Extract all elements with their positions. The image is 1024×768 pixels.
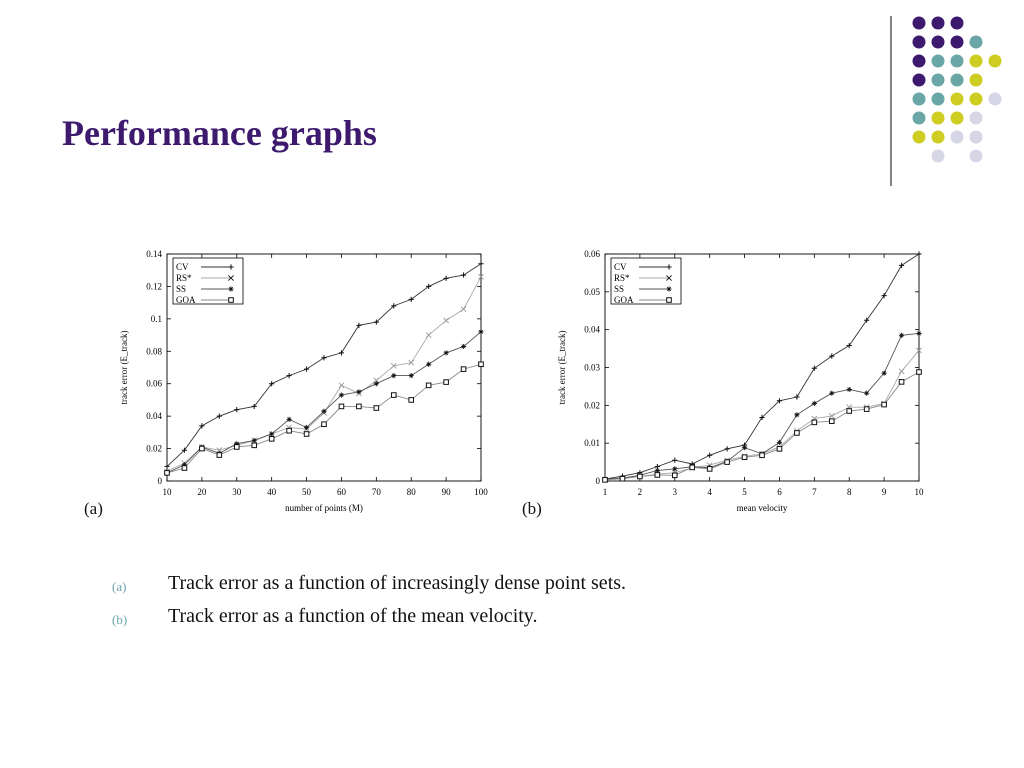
data-point — [461, 307, 466, 312]
data-point — [304, 367, 309, 372]
decor-dot — [951, 74, 964, 87]
x-tick-label: 80 — [406, 487, 416, 497]
data-point — [672, 473, 677, 478]
data-point — [356, 323, 361, 328]
data-point — [829, 419, 834, 424]
decor-dot — [970, 150, 983, 163]
decor-dot — [913, 36, 926, 49]
y-tick-label: 0.14 — [146, 249, 162, 259]
data-point — [339, 350, 344, 355]
data-point — [217, 414, 222, 419]
data-point — [812, 420, 817, 425]
slide-title: Performance graphs — [62, 113, 377, 153]
data-point — [287, 428, 292, 433]
data-point — [638, 474, 643, 479]
decor-dot — [951, 112, 964, 125]
x-tick-label: 60 — [336, 487, 346, 497]
y-axis-label: track error (E_track) — [557, 330, 567, 405]
caption-marker-a: (a) — [112, 579, 127, 594]
legend-marker — [229, 298, 234, 303]
decor-dot — [932, 55, 945, 68]
x-axis-label: mean velocity — [736, 503, 788, 513]
data-point — [690, 465, 695, 470]
y-tick-label: 0 — [157, 476, 162, 486]
panel-label: (b) — [522, 499, 542, 518]
decor-dot — [970, 112, 983, 125]
x-tick-label: 90 — [441, 487, 451, 497]
data-point — [426, 332, 431, 337]
decor-dot — [970, 74, 983, 87]
data-point — [655, 473, 660, 478]
x-tick-label: 10 — [162, 487, 172, 497]
data-point — [444, 318, 449, 323]
data-point — [707, 453, 712, 458]
x-tick-label: 20 — [197, 487, 207, 497]
data-point — [707, 467, 712, 472]
data-point — [812, 366, 817, 371]
data-point — [882, 402, 887, 407]
decor-dot — [932, 150, 945, 163]
y-tick-label: 0.08 — [146, 346, 162, 357]
data-point — [829, 354, 834, 359]
decor-dot — [951, 55, 964, 68]
data-point — [916, 331, 921, 336]
data-point — [847, 387, 852, 392]
series-goa — [165, 362, 484, 475]
data-point — [409, 398, 414, 403]
data-point — [252, 443, 257, 448]
caption-marker-b: (b) — [112, 612, 128, 627]
data-point — [165, 471, 170, 476]
data-point — [916, 251, 921, 256]
data-point — [478, 261, 483, 266]
data-point — [760, 453, 765, 458]
data-point — [725, 460, 730, 465]
chart-a-track-error-vs-points — [80, 240, 520, 525]
decor-dot — [932, 74, 945, 87]
x-tick-label: 100 — [474, 487, 488, 497]
decor-dot — [970, 55, 983, 68]
x-tick-label: 7 — [812, 487, 817, 497]
decor-dot — [932, 17, 945, 30]
y-tick-label: 0.02 — [146, 443, 162, 454]
y-tick-label: 0.01 — [584, 438, 600, 449]
data-point — [357, 404, 362, 409]
data-point — [847, 409, 852, 414]
series-line — [167, 277, 481, 472]
data-point — [725, 446, 730, 451]
data-point — [287, 373, 292, 378]
data-point — [409, 373, 414, 378]
decor-dot — [951, 17, 964, 30]
x-tick-label: 6 — [777, 487, 782, 497]
caption-text-a: Track error as a function of increasingly dense point sets. — [168, 572, 627, 594]
x-tick-label: 9 — [881, 487, 887, 497]
legend-label: SS — [614, 284, 625, 294]
y-tick-label: 0.03 — [584, 362, 600, 373]
x-tick-label: 70 — [371, 487, 381, 497]
data-point — [234, 445, 239, 450]
series-ss — [602, 331, 921, 482]
decor-dot — [951, 131, 964, 144]
legend-marker — [667, 298, 672, 303]
data-point — [444, 380, 449, 385]
y-tick-label: 0.1 — [150, 313, 162, 324]
decor-dot — [989, 55, 1002, 68]
x-axis-label: number of points (M) — [285, 503, 363, 513]
caption-text-b: Track error as a function of the mean velocity. — [168, 605, 538, 627]
legend-label: GOA — [614, 295, 634, 305]
data-point — [339, 383, 344, 388]
decor-dot — [989, 93, 1002, 106]
data-point — [603, 478, 608, 483]
data-point — [899, 369, 904, 374]
data-point — [812, 401, 817, 406]
x-tick-label: 4 — [707, 487, 712, 497]
data-point — [742, 455, 747, 460]
data-point — [304, 432, 309, 437]
decor-dot — [913, 131, 926, 144]
x-tick-label: 50 — [302, 487, 312, 497]
y-tick-label: 0.06 — [584, 249, 600, 259]
series-ss — [164, 329, 483, 475]
decor-dot — [913, 93, 926, 106]
decor-dot — [913, 55, 926, 68]
decor-dot — [932, 93, 945, 106]
data-point — [864, 407, 869, 412]
decorative-dot-grid — [0, 0, 1024, 200]
y-tick-label: 0.12 — [146, 281, 162, 292]
y-tick-label: 0.06 — [146, 378, 162, 389]
data-point — [391, 373, 396, 378]
y-tick-label: 0.04 — [146, 411, 162, 422]
data-point — [321, 355, 326, 360]
data-point — [847, 343, 852, 348]
data-point — [322, 422, 327, 427]
decor-dot — [932, 112, 945, 125]
data-point — [777, 447, 782, 452]
data-point — [200, 446, 205, 451]
decor-dot — [913, 74, 926, 87]
decor-dot — [951, 93, 964, 106]
data-point — [269, 437, 274, 442]
data-point — [444, 350, 449, 355]
x-tick-label: 10 — [914, 487, 924, 497]
data-point — [426, 362, 431, 367]
data-point — [917, 370, 922, 375]
series-line — [167, 332, 481, 473]
y-tick-label: 0 — [595, 476, 600, 486]
legend-label: GOA — [176, 295, 196, 305]
legend-label: RS* — [176, 273, 192, 283]
x-tick-label: 5 — [742, 487, 747, 497]
decor-dot — [913, 112, 926, 125]
x-tick-label: 40 — [267, 487, 277, 497]
x-tick-label: 30 — [232, 487, 242, 497]
x-tick-label: 1 — [602, 487, 608, 497]
y-axis-label: track error (E_track) — [119, 330, 129, 405]
y-tick-label: 0.04 — [584, 324, 600, 335]
data-point — [899, 333, 904, 338]
data-point — [795, 431, 800, 436]
data-point — [182, 466, 187, 471]
legend-label: CV — [176, 262, 189, 272]
data-point — [356, 389, 361, 394]
data-point — [829, 391, 834, 396]
decor-dot — [970, 93, 983, 106]
legend-label: CV — [614, 262, 627, 272]
data-point — [339, 404, 344, 409]
decor-dot — [951, 36, 964, 49]
decor-dot — [913, 17, 926, 30]
data-point — [899, 263, 904, 268]
panel-label: (a) — [84, 499, 103, 518]
data-point — [461, 367, 466, 372]
decor-dot — [932, 131, 945, 144]
chart-b-track-error-vs-velocity — [518, 240, 958, 525]
data-point — [794, 412, 799, 417]
decor-dot — [932, 36, 945, 49]
data-point — [672, 458, 677, 463]
data-point — [620, 476, 625, 481]
x-tick-label: 8 — [846, 487, 852, 497]
data-point — [777, 440, 782, 445]
series-line — [605, 372, 919, 480]
x-tick-label: 2 — [637, 487, 643, 497]
series-goa — [603, 370, 922, 482]
y-tick-label: 0.05 — [584, 286, 600, 297]
data-point — [794, 394, 799, 399]
data-point — [374, 406, 379, 411]
x-tick-label: 3 — [672, 487, 678, 497]
data-point — [426, 383, 431, 388]
data-point — [217, 453, 222, 458]
data-point — [461, 272, 466, 277]
decor-dot — [970, 131, 983, 144]
data-point — [479, 362, 484, 367]
data-point — [444, 276, 449, 281]
legend-label: SS — [176, 284, 187, 294]
data-point — [234, 407, 239, 412]
data-point — [391, 393, 396, 398]
data-point — [899, 380, 904, 385]
decor-dot — [970, 36, 983, 49]
y-tick-label: 0.02 — [584, 400, 600, 411]
legend-label: RS* — [614, 273, 630, 283]
